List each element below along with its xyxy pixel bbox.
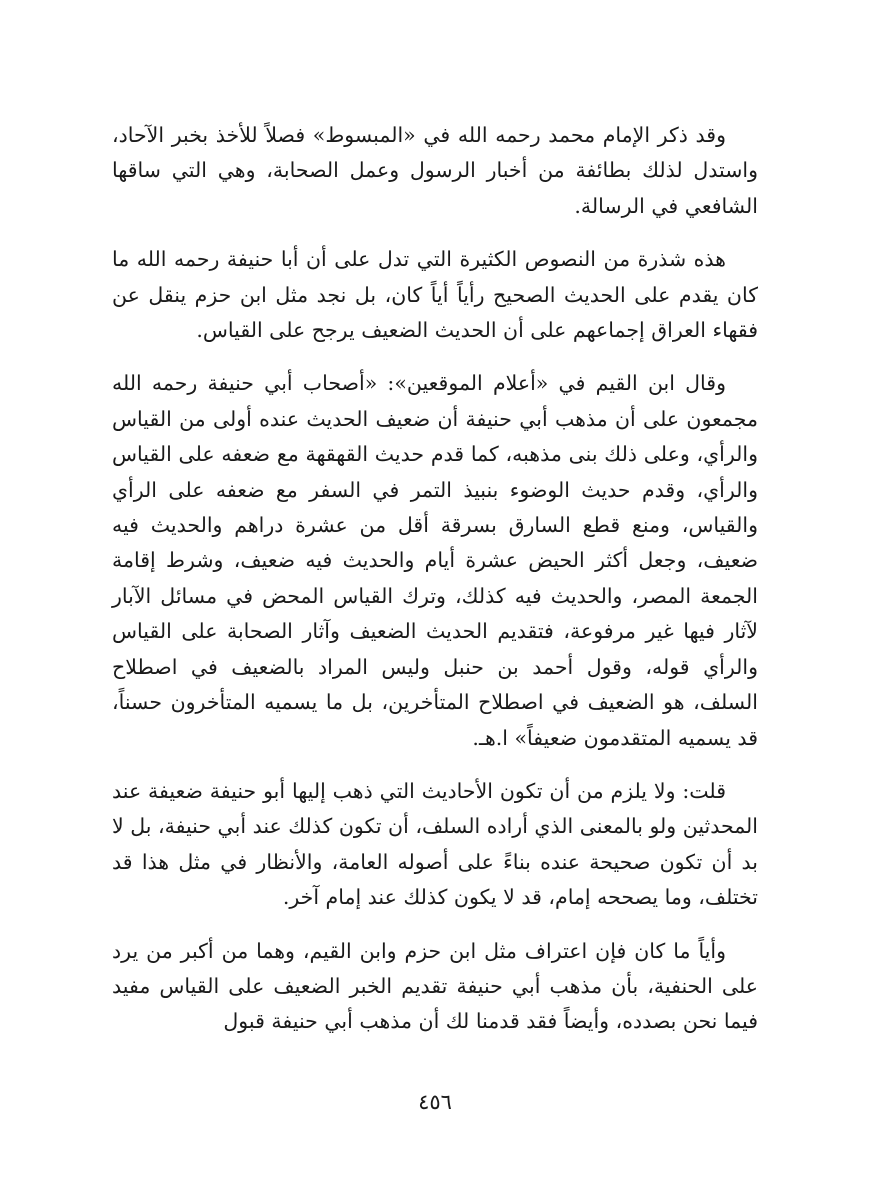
paragraph-1: وقد ذكر الإمام محمد رحمه الله في «المبسوط» فصلاً للأخذ بخبر الآحاد، واستدل لذلك بطائفة من أخبار الرسول وعمل الصحابة، وهي التي ساقها الشافعي في الرسالة. [112,123,758,218]
paragraph-5: وأياً ما كان فإن اعتراف مثل ابن حزم وابن القيم، وهما من أكبر من يرد على الحنفية، بأن مذهب أبي حنيفة تقديم الخبر الضعيف على القياس مفيد فيما نحن بصدده، وأيضاً فقد قدمنا لك أن مذهب أبي حنيفة قبول [112,938,758,1034]
page-number: ٤٥٦ [418,1090,452,1114]
paragraph-4: قلت: ولا يلزم من أن تكون الأحاديث التي ذهب إليها أبو حنيفة ضعيفة عند المحدثين ولو بالمعنى الذي أراده السلف، أن تكون كذلك عند أبي حنيفة، بل لا بد أن تكون صحيحة عنده بناءً على أصوله العامة، والأنظار في مثل هذا قد تختلف، وما يصححه إمام، قد لا يكون كذلك عند إمام آخر. [112,778,758,910]
paragraph-3: وقال ابن القيم في «أعلام الموقعين»: «أصحاب أبي حنيفة رحمه الله مجمعون على أن مذهب أبي حنيفة أن ضعيف الحديث عنده أولى من القياس والرأي، وعلى ذلك بنى مذهبه، كما قدم حديث القهقهة مع ضعفه على القياس والرأي، وقدم حديث الوضوء بنبيذ التمر في السفر مع ضعفه على الرأي والقياس، ومنع قطع السارق بسرقة أقل من عشرة دراهم والحديث فيه ضعيف، وجعل أكثر الحيض عشرة أيام والحديث فيه ضعيف، وشرط إقامة الجمعة المصر، والحديث فيه كذلك، وترك القياس المحض في مسائل الآبار لآثار فيها غير مرفوعة، فتقديم الحديث الضعيف وآثار الصحابة على القياس والرأي قوله، وقول أحمد بن حنبل وليس المراد بالضعيف في اصطلاح السلف، هو الضعيف في اصطلاح المتأخرين، بل ما يسميه المتأخرون حسناً، قد يسميه المتقدمون ضعيفاً» ا.هـ. [112,371,758,750]
paragraph-2: هذه شذرة من النصوص الكثيرة التي تدل على أن أبا حنيفة رحمه الله ما كان يقدم على الحديث الصحيح رأياً أياً كان، بل نجد مثل ابن حزم ينقل عن فقهاء العراق إجماعهم على أن الحديث الضعيف يرجح على القياس. [112,247,758,343]
